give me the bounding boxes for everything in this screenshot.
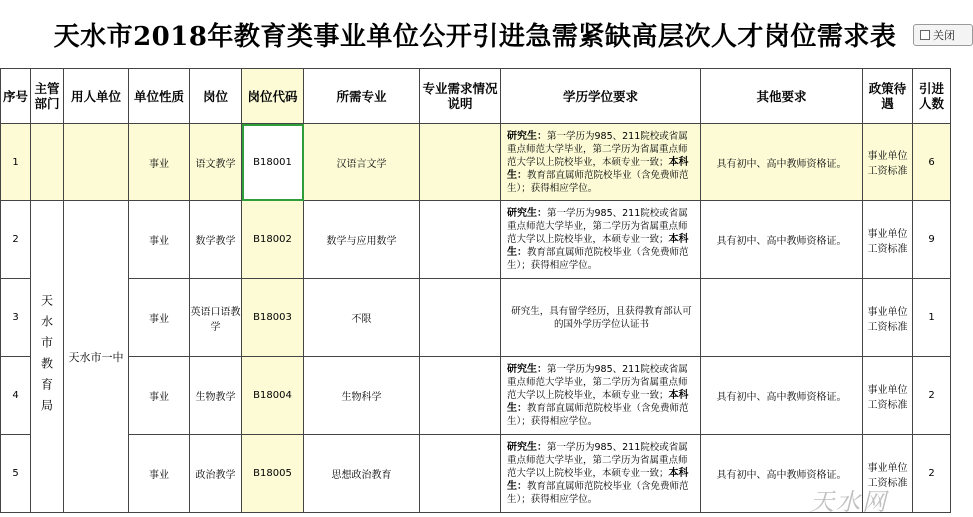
cell-degree[interactable] [501, 435, 701, 513]
table-row[interactable] [1, 435, 951, 513]
grad-label: 研究生： [507, 442, 547, 453]
header-degree: 学历学位要求 [501, 69, 701, 124]
cell-major[interactable]: 数学与应用数学 [304, 201, 420, 279]
cell-seq[interactable]: 5 [1, 435, 31, 513]
job-requirements-table [0, 68, 951, 516]
table-row[interactable] [1, 279, 951, 357]
ug-label: 本科生： [507, 468, 689, 492]
cell-nature[interactable]: 事业 [129, 201, 190, 279]
table-row[interactable] [1, 201, 951, 279]
cell-count[interactable]: 2 [913, 357, 951, 435]
grad-label: 研究生： [507, 364, 547, 375]
cell-code[interactable]: B18005 [242, 435, 304, 513]
cell-count[interactable]: 9 [913, 201, 951, 279]
cell-code[interactable]: B18004 [242, 357, 304, 435]
cell-code-selected[interactable]: B18001 [242, 124, 304, 201]
cell-degree[interactable] [501, 201, 701, 279]
cell-other[interactable]: 具有初中、高中教师资格证。 [701, 124, 863, 201]
cell-degree[interactable] [501, 357, 701, 435]
cell-count[interactable]: 6 [913, 124, 951, 201]
close-button-label: 关闭 [933, 29, 955, 42]
cell-policy[interactable]: 事业单位工资标准 [863, 435, 913, 513]
table-row[interactable] [1, 124, 951, 201]
cell-nature[interactable]: 事业 [129, 279, 190, 357]
site-watermark: 天水网 [810, 488, 888, 516]
cell-seq[interactable]: 4 [1, 357, 31, 435]
header-code: 岗位代码 [242, 69, 304, 124]
header-employer: 用人单位 [64, 69, 129, 124]
header-other: 其他要求 [701, 69, 863, 124]
header-major-note: 专业需求情况说明 [420, 69, 501, 124]
cell-major[interactable]: 生物科学 [304, 357, 420, 435]
cell-seq[interactable]: 1 [1, 124, 31, 201]
cell-policy[interactable]: 事业单位工资标准 [863, 124, 913, 201]
grad-text: 第一学历为985、211院校或省属重点师范大学毕业，第二学历为省属重点师范大学以上院校毕业，本硕专业一致； [507, 208, 688, 245]
table-row[interactable] [1, 357, 951, 435]
cell-major-note[interactable] [420, 357, 501, 435]
cell-post[interactable]: 英语口语教学 [190, 279, 242, 357]
header-seq: 序号 [1, 69, 31, 124]
header-dept: 主管部门 [31, 69, 64, 124]
checkbox-icon [920, 30, 930, 40]
grad-text: 第一学历为985、211院校或省属重点师范大学毕业，第二学历为省属重点师范大学以上院校毕业，本硕专业一致； [507, 130, 688, 168]
cell-policy[interactable]: 事业单位工资标准 [863, 201, 913, 279]
cell-nature[interactable]: 事业 [129, 435, 190, 513]
cell-nature[interactable]: 事业 [129, 357, 190, 435]
header-count: 引进人数 [913, 69, 951, 124]
header-policy: 政策待遇 [863, 69, 913, 124]
cell-other[interactable]: 具有初中、高中教师资格证。 [701, 357, 863, 435]
cell-other[interactable]: 具有初中、高中教师资格证。 [701, 435, 863, 513]
header-nature: 单位性质 [129, 69, 190, 124]
ug-label: 本科生： [507, 156, 689, 181]
cell-policy[interactable]: 事业单位工资标准 [863, 279, 913, 357]
ug-label: 本科生： [507, 234, 689, 258]
cell-nature[interactable]: 事业 [129, 124, 190, 201]
cell-major[interactable]: 思想政治教育 [304, 435, 420, 513]
cell-other[interactable]: 具有初中、高中教师资格证。 [701, 201, 863, 279]
ug-text: 教育部直属师范院校毕业（含免费师范生）；获得相应学位。 [507, 403, 689, 427]
grad-text: 第一学历为985、211院校或省属重点师范大学毕业，第二学历为省属重点师范大学以上院校毕业，本硕专业一致； [507, 364, 688, 401]
cell-degree[interactable]: 研究生，具有留学经历，且获得教育部认可的国外学历学位认证书 [501, 279, 701, 357]
cell-major[interactable]: 汉语言文学 [304, 124, 420, 201]
close-button[interactable] [913, 24, 973, 46]
cell-post[interactable]: 生物教学 [190, 357, 242, 435]
cell-count[interactable]: 1 [913, 279, 951, 357]
table-header-row [1, 69, 951, 124]
cell-count[interactable]: 2 [913, 435, 951, 513]
cell-dept[interactable] [31, 124, 64, 201]
cell-seq[interactable]: 3 [1, 279, 31, 357]
cell-major-note[interactable] [420, 435, 501, 513]
ug-text: 教育部直属师范院校毕业（含免费师范生）；获得相应学位。 [507, 247, 689, 271]
cell-policy[interactable]: 事业单位工资标准 [863, 357, 913, 435]
cell-post[interactable]: 政治教学 [190, 435, 242, 513]
grad-label: 研究生： [507, 208, 547, 219]
grad-text: 第一学历为985、211院校或省属重点师范大学毕业，第二学历为省属重点师范大学以上院校毕业，本硕专业一致； [507, 442, 688, 479]
ug-text: 教育部直属师范院校毕业（含免费师范生）；获得相应学位。 [507, 169, 689, 194]
cell-major-note[interactable] [420, 279, 501, 357]
cell-post[interactable]: 数学教学 [190, 201, 242, 279]
header-major: 所需专业 [304, 69, 420, 124]
cell-code[interactable]: B18002 [242, 201, 304, 279]
cell-major-note[interactable] [420, 124, 501, 201]
cell-major-note[interactable] [420, 201, 501, 279]
cell-code[interactable]: B18003 [242, 279, 304, 357]
ug-label: 本科生： [507, 390, 689, 414]
cell-seq[interactable]: 2 [1, 201, 31, 279]
cell-employer-merged[interactable]: 天水市一中 [64, 201, 129, 513]
page-title: 天水市2018年教育类事业单位公开引进急需紧缺高层次人才岗位需求表 [0, 0, 950, 68]
cell-dept-merged[interactable] [31, 201, 64, 513]
cell-employer[interactable] [64, 124, 129, 201]
cell-post[interactable]: 语文教学 [190, 124, 242, 201]
header-post: 岗位 [190, 69, 242, 124]
ug-text: 教育部直属师范院校毕业（含免费师范生）；获得相应学位。 [507, 481, 689, 505]
dept-value: 天水市教育局 [39, 293, 54, 420]
grad-label: 研究生： [507, 130, 547, 142]
cell-degree[interactable] [501, 124, 701, 201]
cell-other[interactable] [701, 279, 863, 357]
cell-major[interactable]: 不限 [304, 279, 420, 357]
